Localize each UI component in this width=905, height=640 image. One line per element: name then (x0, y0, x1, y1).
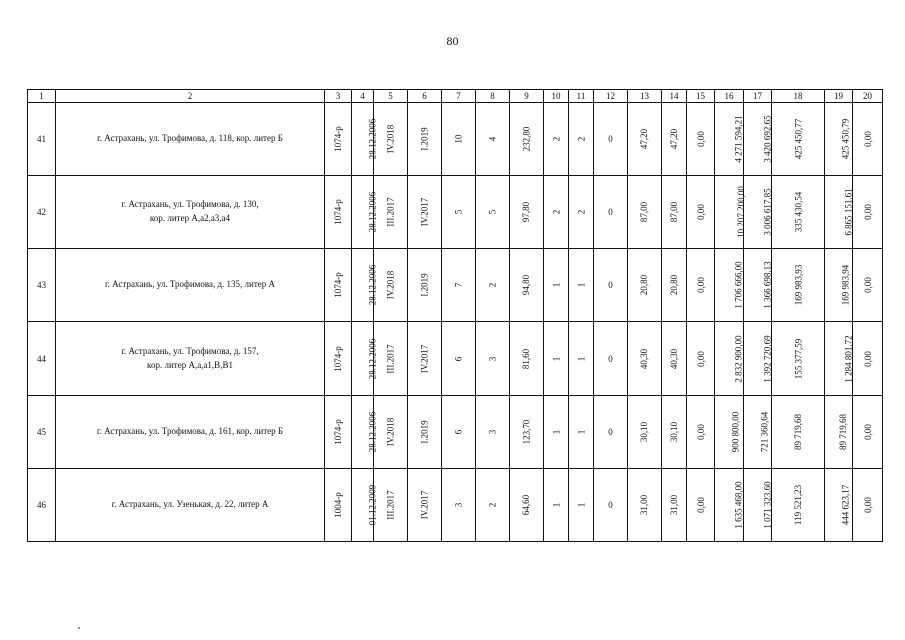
header-cell: 11 (569, 90, 594, 103)
cell-value: 2 (576, 136, 586, 142)
cell-c9 (510, 395, 544, 468)
cell-c15 (687, 249, 715, 322)
cell-value: I.2019 (419, 420, 430, 444)
cell-value: 7 (453, 283, 464, 288)
cell-value: I.2019 (419, 273, 430, 298)
cell-value: 94,80 (521, 275, 532, 296)
cell-value: 87,00 (669, 202, 679, 223)
cell-value: 3 (453, 502, 464, 508)
cell-value: 425 450,79 (840, 118, 851, 160)
address-cell (56, 176, 325, 249)
cell-value: 81,60 (521, 348, 532, 369)
cell-value: 28.12.2006 (367, 338, 378, 379)
cell-value: I.2019 (419, 127, 430, 151)
cell-value: 28.12.2006 (367, 192, 378, 233)
cell-value: 1004-р (333, 492, 343, 518)
header-cell: 4 (352, 90, 374, 103)
cell-value: 1 (576, 429, 586, 434)
cell-value: 721 360,64 (759, 411, 770, 452)
cell-c8 (476, 322, 510, 395)
end-quarter (408, 176, 442, 249)
cell-c11 (569, 322, 594, 395)
header-cell: 14 (662, 90, 687, 103)
cell-value: 0,00 (862, 350, 873, 367)
cell-value: 28.12.2006 (367, 411, 378, 452)
cell-c13 (628, 176, 662, 249)
cell-c16 (715, 103, 744, 176)
cell-value: 2 (551, 210, 561, 215)
cell-c12: 0 (594, 103, 628, 176)
end-quarter (408, 468, 442, 541)
cell-c9 (510, 468, 544, 541)
cell-c20 (853, 103, 883, 176)
header-cell: 13 (628, 90, 662, 103)
cell-c14 (662, 322, 687, 395)
cell-c13 (628, 249, 662, 322)
cell-value: 1 (551, 429, 561, 434)
cell-c18 (772, 103, 825, 176)
cell-c9 (510, 176, 544, 249)
cell-c7 (442, 103, 476, 176)
cell-value: 1 392 720,69 (762, 334, 773, 383)
cell-c19 (825, 176, 853, 249)
start-quarter (374, 468, 408, 541)
cell-c12: 0 (594, 249, 628, 322)
cell-c19 (825, 468, 853, 541)
header-cell: 19 (825, 90, 853, 103)
header-cell: 7 (442, 90, 476, 103)
address-line: кор. литер А,а2,а3,а4 (149, 213, 231, 224)
cell-value: 1074-р (333, 345, 343, 372)
cell-c18 (772, 176, 825, 249)
row-number: 43 (28, 249, 56, 322)
cell-value: 6 (453, 429, 464, 434)
cell-value: IV.2018 (385, 271, 396, 300)
cell-value: 30,10 (669, 421, 679, 442)
order-date (352, 103, 378, 176)
header-cell: 16 (715, 90, 744, 103)
cell-c15 (687, 322, 715, 395)
cell-value: 40,30 (669, 348, 679, 369)
order-date (352, 395, 378, 468)
cell-c7 (442, 176, 476, 249)
cell-c10 (544, 103, 569, 176)
cell-value: 89 719,68 (793, 413, 803, 450)
order-date (352, 249, 378, 322)
cell-value: 2 (551, 136, 561, 142)
header-row (28, 90, 883, 103)
header-cell: 2 (56, 90, 325, 103)
cell-c15 (687, 468, 715, 541)
page-number: 80 (446, 34, 459, 48)
cell-value: 1074-р (333, 126, 343, 152)
cell-value: 1 284 801,72 (843, 334, 854, 383)
cell-c17 (744, 395, 772, 468)
table-row (28, 468, 883, 541)
header-cell: 17 (744, 90, 772, 103)
cell-value: 0,00 (862, 277, 873, 294)
cell-c12: 0 (594, 322, 628, 395)
end-quarter (408, 249, 442, 322)
table-row (28, 176, 883, 249)
cell-value: 20,80 (669, 275, 679, 296)
cell-value: 1 (576, 356, 586, 361)
order-number (325, 322, 352, 395)
start-quarter (374, 322, 408, 395)
cell-value: 89 719,68 (838, 413, 848, 450)
cell-value: 232,80 (521, 126, 532, 152)
order-date (352, 322, 378, 395)
cell-c17 (744, 468, 772, 541)
cell-value: 6 (453, 356, 464, 361)
cell-c12: 0 (594, 395, 628, 468)
header-cell: 5 (374, 90, 408, 103)
cell-c14 (662, 176, 687, 249)
cell-value: 4 (487, 136, 498, 142)
cell-c8 (476, 176, 510, 249)
cell-value: 31,00 (639, 494, 650, 516)
cell-c16 (715, 176, 744, 249)
header-cell: 20 (853, 90, 883, 103)
order-number (325, 395, 352, 468)
cell-value: 28.12.2006 (367, 118, 378, 160)
header-cell: 12 (594, 90, 628, 103)
cell-value: 1 635 468,00 (733, 481, 744, 529)
cell-c18 (772, 468, 825, 541)
cell-c14 (662, 103, 687, 176)
row-number: 44 (28, 322, 56, 395)
row-number: 42 (28, 176, 56, 249)
cell-c7 (442, 249, 476, 322)
cell-value: 0,00 (862, 497, 873, 513)
cell-c10 (544, 468, 569, 541)
cell-c7 (442, 468, 476, 541)
cell-value: 119 521,23 (792, 484, 803, 525)
cell-c10 (544, 176, 569, 249)
start-quarter (374, 395, 408, 468)
cell-c14 (662, 395, 687, 468)
cell-value: 0,00 (695, 131, 706, 147)
cell-value: 40,30 (639, 348, 650, 369)
cell-c11 (569, 395, 594, 468)
cell-value: 1074-р (333, 272, 343, 299)
cell-value: 3 006 617,85 (762, 188, 773, 236)
cell-value: 2 (576, 210, 586, 215)
order-number (325, 249, 352, 322)
cell-c8 (476, 468, 510, 541)
cell-value: 1 (576, 502, 586, 508)
cell-c8 (476, 103, 510, 176)
header-cell: 6 (408, 90, 442, 103)
address-line: г. Астрахань, ул. Трофимова, д. 118, кор. литер Б (97, 133, 283, 144)
address-line: г. Астрахань, ул. Трофимова, д. 157, (121, 345, 259, 356)
cell-c20 (853, 322, 883, 395)
cell-value: 10 207 200,00 (735, 186, 746, 239)
cell-c20 (853, 176, 883, 249)
cell-value: 97,80 (521, 202, 532, 223)
cell-c15 (687, 395, 715, 468)
cell-value: 2 832 900,00 (733, 334, 744, 383)
cell-c9 (510, 249, 544, 322)
cell-value: 1074-р (333, 418, 343, 445)
cell-value: 444 623,17 (840, 484, 851, 526)
cell-c8 (476, 249, 510, 322)
cell-c18 (772, 322, 825, 395)
cell-value: 155 377,59 (793, 338, 803, 379)
cell-value: 87,00 (639, 202, 650, 223)
address-line: г. Астрахань, ул. Трофимова, д. 130, (121, 199, 259, 210)
order-number (325, 176, 352, 249)
end-quarter (408, 103, 442, 176)
cell-c16 (715, 249, 744, 322)
cell-value: 3 (487, 429, 498, 434)
cell-c19 (825, 249, 853, 322)
table-row (28, 249, 883, 322)
address-line: г. Астрахань, ул. Узенькая, д. 22, литер А (111, 498, 269, 509)
cell-value: IV.2018 (385, 124, 396, 154)
table-row (28, 395, 883, 468)
cell-value: 5 (487, 210, 498, 215)
cell-value: 0,00 (695, 423, 706, 440)
order-number (325, 468, 352, 541)
cell-value: 0,00 (695, 350, 706, 367)
cell-c13 (628, 322, 662, 395)
scan-speck (78, 627, 80, 629)
cell-value: 1 071 323,60 (762, 481, 773, 529)
row-number: 41 (28, 103, 56, 176)
cell-c20 (853, 468, 883, 541)
row-number: 45 (28, 395, 56, 468)
header-cell: 18 (772, 90, 825, 103)
cell-value: IV.2017 (419, 344, 430, 373)
address-line: г. Астрахань, ул. Трофимова, д. 135, литер А (104, 279, 276, 290)
cell-value: 01.12.2009 (367, 484, 378, 526)
cell-value: 0,00 (862, 131, 873, 147)
cell-c8 (476, 395, 510, 468)
order-date (352, 176, 378, 249)
cell-c10 (544, 249, 569, 322)
cell-value: 1074-р (333, 199, 343, 225)
address-cell (56, 103, 325, 176)
header-cell: 10 (544, 90, 569, 103)
cell-c13 (628, 468, 662, 541)
cell-value: 0,00 (695, 497, 706, 513)
cell-c15 (687, 103, 715, 176)
cell-value: 169 983,93 (793, 265, 803, 306)
cell-value: 2 (487, 502, 498, 508)
cell-value: IV.2017 (419, 197, 430, 227)
cell-value: 3 420 692,65 (762, 115, 773, 163)
cell-value: 169 983,94 (840, 265, 851, 306)
cell-c20 (853, 249, 883, 322)
cell-c17 (744, 103, 772, 176)
cell-value: 3 (487, 356, 498, 361)
table-row (28, 322, 883, 395)
cell-value: 2 (487, 283, 498, 288)
start-quarter (374, 176, 408, 249)
cell-c15 (687, 176, 715, 249)
row-number: 46 (28, 468, 56, 541)
cell-value: 123,70 (521, 419, 532, 445)
cell-value: 1 (551, 356, 561, 361)
cell-c14 (662, 249, 687, 322)
cell-value: 10 (453, 134, 464, 144)
cell-c14 (662, 468, 687, 541)
cell-value: 1 (551, 283, 561, 288)
cell-c17 (744, 322, 772, 395)
address-cell (56, 249, 325, 322)
address-cell (56, 395, 325, 468)
cell-value: 1 706 666,00 (733, 261, 744, 310)
cell-c13 (628, 103, 662, 176)
data-table (27, 89, 883, 542)
cell-value: 0,00 (862, 423, 873, 440)
cell-c12: 0 (594, 468, 628, 541)
cell-c16 (715, 395, 744, 468)
cell-c13 (628, 395, 662, 468)
cell-c18 (772, 395, 825, 468)
cell-value: 1 (576, 283, 586, 288)
cell-c16 (715, 322, 744, 395)
order-date (352, 468, 378, 541)
cell-c17 (744, 176, 772, 249)
order-number (325, 103, 352, 176)
cell-value: 1 366 698,13 (762, 261, 773, 310)
cell-value: 425 450,77 (793, 118, 803, 160)
address-cell (56, 468, 325, 541)
cell-c12: 0 (594, 176, 628, 249)
cell-c7 (442, 322, 476, 395)
cell-value: III.2017 (385, 343, 396, 374)
cell-value: 5 (453, 210, 464, 215)
address-line: кор. литер А,а,а1,В,В1 (147, 359, 233, 370)
cell-value: 31,00 (669, 494, 679, 516)
cell-c19 (825, 395, 853, 468)
end-quarter (408, 322, 442, 395)
cell-c9 (510, 103, 544, 176)
start-quarter (374, 249, 408, 322)
cell-value: 0,00 (862, 204, 873, 221)
cell-value: 1 (551, 502, 561, 508)
cell-value: 6 865 151,61 (843, 188, 854, 236)
address-line: г. Астрахань, ул. Трофимова, д. 161, кор. литер Б (96, 425, 284, 436)
cell-value: 28.12.2006 (367, 265, 378, 306)
header-cell: 3 (325, 90, 352, 103)
cell-c10 (544, 395, 569, 468)
cell-value: 335 430,54 (793, 192, 803, 233)
cell-value: 47,20 (669, 128, 679, 150)
header-cell: 1 (28, 90, 56, 103)
cell-value: 30,10 (639, 421, 650, 442)
cell-value: 64,60 (521, 494, 532, 516)
header-cell: 9 (510, 90, 544, 103)
cell-c20 (853, 395, 883, 468)
cell-c11 (569, 249, 594, 322)
cell-value: 4 271 594,21 (733, 115, 744, 163)
cell-value: 0,00 (695, 277, 706, 294)
cell-c11 (569, 176, 594, 249)
cell-value: 47,20 (639, 128, 650, 150)
table-row (28, 103, 883, 176)
cell-c7 (442, 395, 476, 468)
cell-c9 (510, 322, 544, 395)
cell-value: III.2017 (385, 490, 396, 520)
end-quarter (408, 395, 442, 468)
cell-c19 (825, 103, 853, 176)
cell-value: IV.2018 (385, 417, 396, 447)
cell-value: 900 800,00 (730, 411, 741, 452)
cell-c16 (715, 468, 744, 541)
cell-c10 (544, 322, 569, 395)
cell-value: III.2017 (385, 197, 396, 227)
cell-c19 (825, 322, 853, 395)
address-cell (56, 322, 325, 395)
header-cell: 15 (687, 90, 715, 103)
start-quarter (374, 103, 408, 176)
cell-value: IV.2017 (419, 490, 430, 520)
cell-value: 0,00 (695, 204, 706, 221)
cell-c11 (569, 468, 594, 541)
cell-c18 (772, 249, 825, 322)
cell-c11 (569, 103, 594, 176)
header-cell: 8 (476, 90, 510, 103)
cell-value: 20,80 (639, 275, 650, 296)
cell-c17 (744, 249, 772, 322)
